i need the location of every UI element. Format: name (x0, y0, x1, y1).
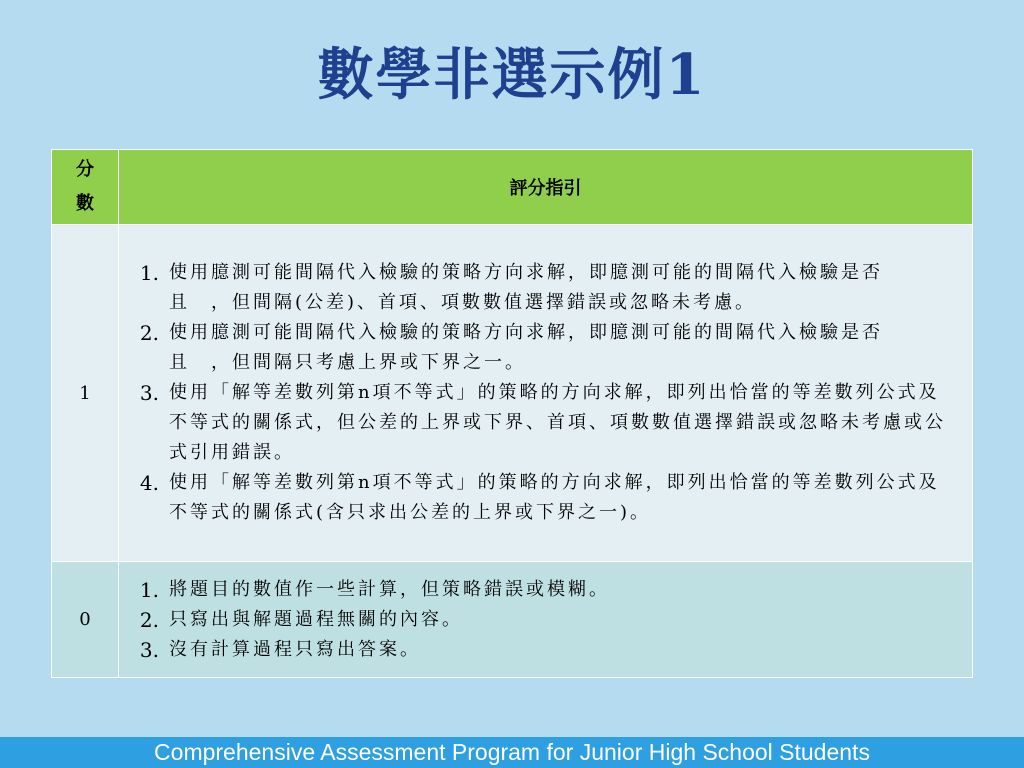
criteria-text: 只寫出與解題過程無關的內容。 (169, 608, 463, 630)
criteria-number: 2. (139, 321, 159, 345)
criteria-item (119, 378, 958, 468)
criteria-item (119, 605, 958, 635)
criteria-number: 1. (139, 261, 159, 285)
table-row-score-1 (52, 225, 973, 562)
header-score (52, 150, 119, 225)
table-header-row (52, 150, 973, 225)
criteria-item (119, 468, 958, 528)
footer-bar: Comprehensive Assessment Program for Junior High School Students (0, 737, 1024, 768)
criteria-cell (119, 562, 973, 678)
criteria-item (119, 635, 958, 665)
criteria-text: 沒有計算過程只寫出答案。 (169, 638, 421, 660)
criteria-cell (119, 225, 973, 562)
header-score-line2: 數 (76, 193, 94, 214)
criteria-item (119, 575, 958, 605)
criteria-text: 使用臆測可能間隔代入檢驗的策略方向求解，即臆測可能的間隔代入檢驗是否 且 ，但間隔只考慮上界或下界之一。 (169, 322, 904, 373)
rubric-table (51, 149, 973, 678)
table-row-score-0 (52, 562, 973, 678)
criteria-number: 3. (139, 381, 159, 405)
criteria-text: 使用「解等差數列第n項不等式」的策略的方向求解，即列出恰當的等差數列公式及不等式的關係式，但公差的上界或下界、首項、項數數值選擇錯誤或忽略未考慮或公式引用錯誤。 (169, 382, 946, 463)
criteria-number: 1. (139, 577, 159, 602)
score-cell: 0 (52, 562, 119, 678)
header-guide: 評分指引 (119, 150, 973, 225)
criteria-number: 4. (139, 471, 159, 495)
criteria-item (119, 318, 958, 378)
criteria-text: 使用「解等差數列第n項不等式」的策略的方向求解，即列出恰當的等差數列公式及不等式的關係式(含只求出公差的上界或下界之一)。 (169, 472, 940, 523)
criteria-item (119, 258, 958, 318)
criteria-text: 使用臆測可能間隔代入檢驗的策略方向求解，即臆測可能的間隔代入檢驗是否 且 ，但間隔(公差)、首項、項數數值選擇錯誤或忽略未考慮。 (169, 262, 904, 313)
criteria-number: 3. (139, 637, 159, 662)
criteria-number: 2. (139, 607, 159, 632)
criteria-text: 將題目的數值作一些計算，但策略錯誤或模糊。 (169, 578, 610, 600)
score-cell: 1 (52, 225, 119, 562)
criteria-list (119, 258, 958, 528)
slide-title: 數學非選示例1 (317, 42, 707, 108)
criteria-list (119, 575, 958, 665)
header-score-line1: 分 (76, 159, 94, 180)
